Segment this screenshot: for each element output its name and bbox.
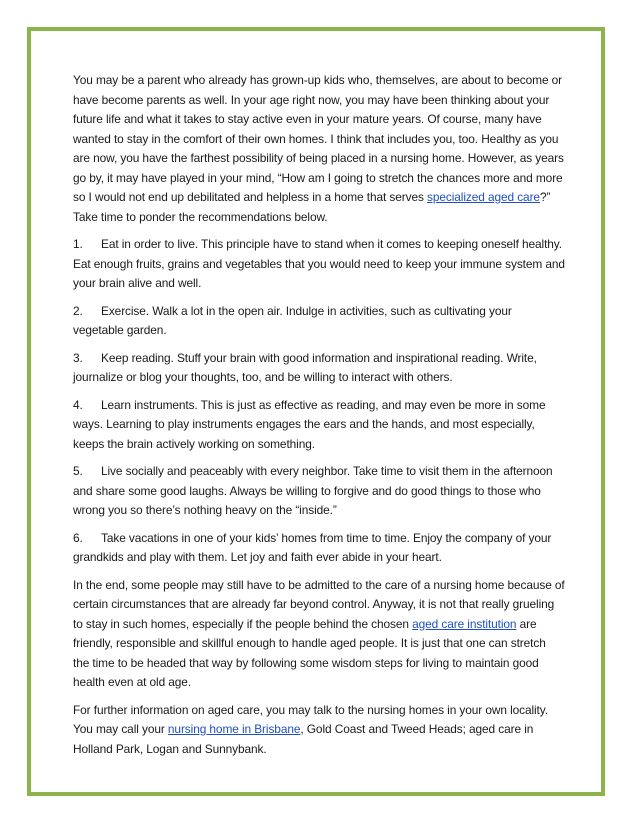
- specialized-aged-care-link[interactable]: specialized aged care: [427, 190, 540, 204]
- list-item: [73, 462, 565, 521]
- item-number: 5.: [73, 464, 83, 478]
- item-text: Learn instruments. This is just as effective as reading, and may even be more in some ways. Learning to play instruments engages the ears and the hands, and most especially, keeps the brain actively working on something.: [73, 397, 546, 451]
- list-item: [73, 529, 565, 568]
- item-number: 4.: [73, 397, 83, 412]
- list-item: [73, 349, 565, 388]
- list-item: [73, 396, 565, 455]
- item-number: 1.: [73, 237, 83, 251]
- nursing-home-brisbane-link[interactable]: nursing home in Brisbane: [167, 722, 301, 736]
- item-text: Exercise. Walk a lot in the open air. Indulge in activities, such as cultivating your vegetable garden.: [73, 303, 512, 337]
- item-text: Eat in order to live. This principle have to stand when it comes to keeping oneself healthy. Eat enough fruits, grains and vegetables that you would need to keep your immune system and your brain alive and well.: [73, 237, 565, 290]
- list-item: [73, 235, 565, 294]
- item-number: 2.: [73, 303, 83, 318]
- list-item: [73, 302, 565, 341]
- aged-care-institution-link[interactable]: aged care institution: [412, 616, 517, 631]
- item-number: 6.: [73, 530, 83, 545]
- item-number: 3.: [73, 350, 83, 365]
- item-text: Keep reading. Stuff your brain with good information and inspirational reading. Write, journalize or blog your thoughts, too, and be willing to interact with others.: [73, 350, 537, 384]
- document-body: [73, 71, 565, 767]
- item-text: Live socially and peaceably with every neighbor. Take time to visit them in the afternoon and share some good laughs. Always be willing to forgive and do good things to those who wrong you so there’s nothing heavy on the “inside.”: [73, 464, 553, 517]
- conclusion-paragraph: In the end, some people may still have to be admitted to the care of a nursing home because of certain circumstances that are already far beyond control. Anyway, it is not that really grueling to stay in such homes, especially if the people behind the chosen aged care institution are friendly, responsible and skillful enough to handle aged people. It is just that one can stretch the time to be headed that way by following some wisdom steps for living to maintain good health even at old age.: [73, 577, 565, 689]
- item-text: Take vacations in one of your kids’ homes from time to time. Enjoy the company of your grandkids and play with them. Let joy and faith ever abide in your heart.: [73, 530, 552, 564]
- closing-paragraph: For further information on aged care, you may talk to the nursing homes in your own locality. You may call your nursing home in Brisbane, Gold Coast and Tweed Heads; aged care in Holland Park, Logan and Sunnybank.: [73, 702, 548, 756]
- intro-paragraph: You may be a parent who already has grown-up kids who, themselves, are about to become or have become parents as well. In your age right now, you may have been thinking about your future life and what it takes to stay active even in your mature years. Of course, many have wanted to stay in the comfort of their own homes. I think that includes you, too. Healthy as you are now, you have the farthest possibility of being placed in a nursing home. However, as years go by, it may have played in your mind, “How am I going to stretch the chances more and more so I would not end up debilitated and helpless in a home that serves specialized aged care?” Take time to ponder the recommendations below.: [73, 73, 564, 224]
